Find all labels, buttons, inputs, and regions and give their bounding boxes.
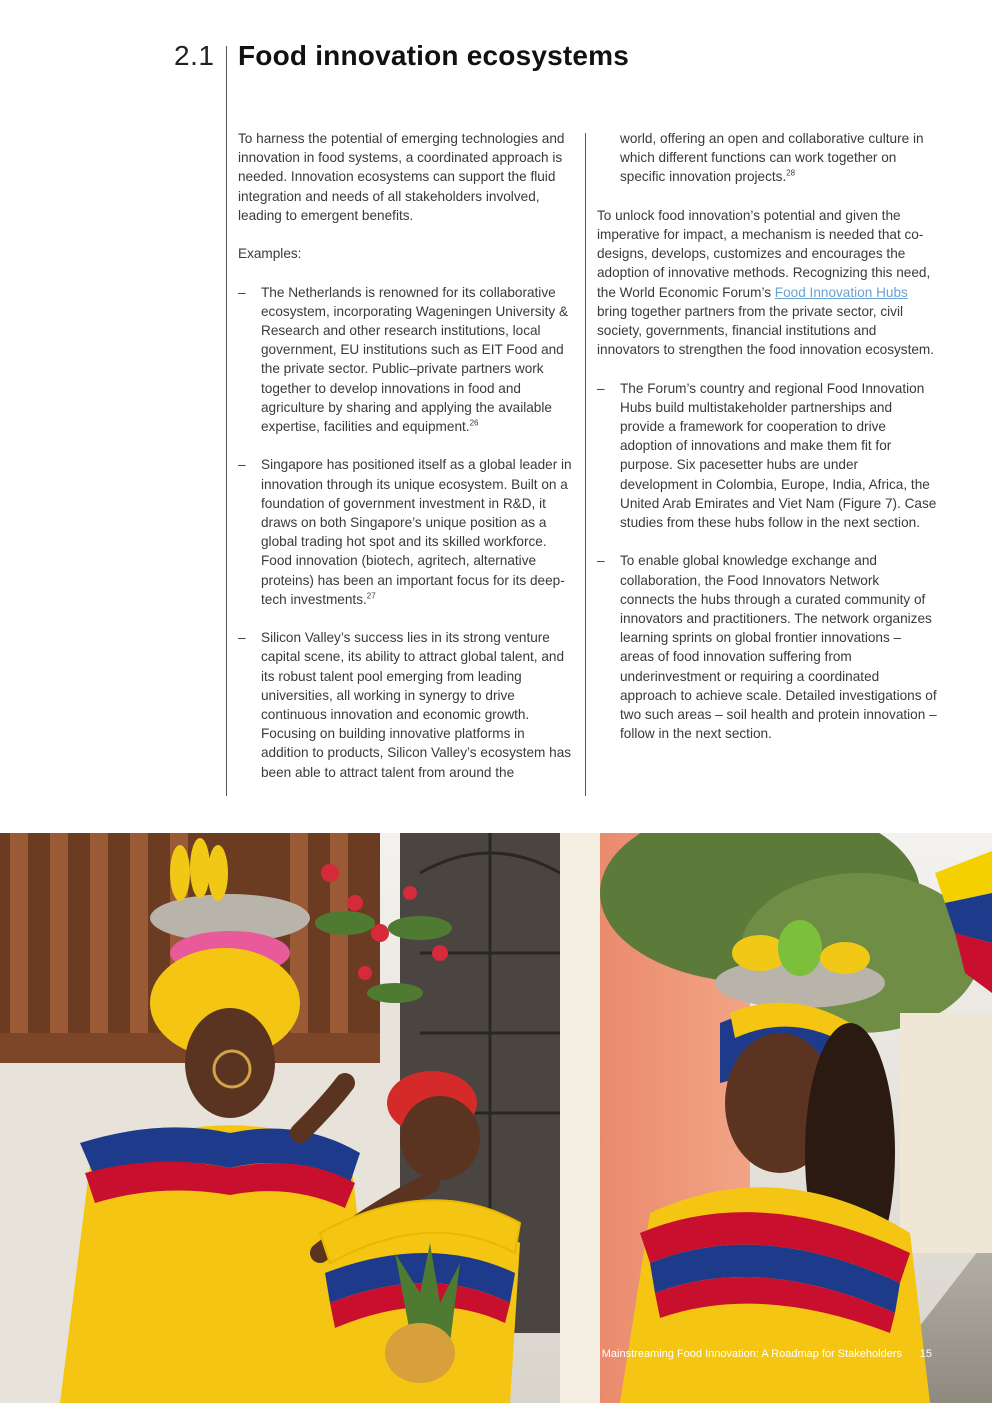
- list-item: [597, 379, 937, 533]
- left-column: [238, 129, 575, 782]
- column-divider: [585, 133, 586, 796]
- right-column: [597, 129, 937, 743]
- bullet-dash: –: [238, 630, 246, 646]
- hubs-text-before: To unlock food innovation’s potential and given the imperative for impact, a mechanism is needed that co-designs, develops, customizes and encourages the adoption of innovative methods. Recognizing this need, the World Economic Forum’s: [597, 207, 931, 300]
- list-item: [597, 551, 937, 743]
- title-divider: [226, 46, 227, 796]
- footnote-ref: 28: [786, 168, 796, 178]
- list-item: [238, 283, 575, 437]
- section-number: 2.1: [174, 40, 215, 71]
- list-item: [238, 455, 575, 609]
- footer-report-title: Mainstreaming Food Innovation: A Roadmap for Stakeholders: [601, 1348, 902, 1360]
- page-number: 15: [919, 1348, 932, 1360]
- list-item-text: To enable global knowledge exchange and collaboration, the Food Innovators Network connects the hubs through a curated community of innovators and practitioners. The network organizes learning sprints on global frontier innovations – areas of food innovation suffering from underinvestment or requiring a coordinated approach to achieve scale. Detailed investigations of two such areas – soil health and protein innovation – follow in the next section.: [620, 553, 937, 742]
- bullet-dash: –: [238, 284, 246, 300]
- hubs-text-after: bring together partners from the private sector, civil society, governments, financial institutions and innovators to strengthen the food innovation ecosystem.: [597, 303, 935, 358]
- list-item: [238, 628, 575, 782]
- photo-illustration: [0, 833, 992, 1403]
- list-item-text: Singapore has positioned itself as a global leader in innovation through its unique ecosystem. Built on a foundation of government investment in R&D, it draws on both Singapore’s unique position as a global trading hot spot and its skilled workforce. Food innovation (biotech, agritech, alternative proteins) has been an important focus for its deep-tech investments.: [261, 457, 572, 607]
- footnote-ref: 27: [366, 591, 376, 601]
- list-item-text: Silicon Valley’s success lies in its strong venture capital scene, its ability to attract global talent, and its robust talent pool emerging from leading universities, all working in synergy to drive continuous innovation and economic growth. Focusing on building innovative platforms in addition to products, Silicon Valley’s ecosystem has been able to attract talent from around the: [261, 630, 572, 780]
- bullet-dash: –: [597, 553, 605, 569]
- intro-paragraph: To harness the potential of emerging technologies and innovation in food systems, a coordinated approach is needed. Innovation ecosystems can support the fluid integration and needs of all stakeholders involved, leading to emergent benefits.: [238, 131, 565, 223]
- food-innovation-hubs-link[interactable]: Food Innovation Hubs: [774, 284, 908, 300]
- street-vendors-photo: [0, 833, 992, 1403]
- list-item-text: The Netherlands is renowned for its collaborative ecosystem, incorporating Wageningen University & Research and other research institutions, local government, EU institutions such as EIT Food and the private sector. Public–private partners work together to develop innovations in food and agriculture by sharing and applying the available expertise, facilities and equipment.: [261, 284, 569, 435]
- footnote-ref: 26: [469, 418, 479, 428]
- hubs-paragraph: [597, 206, 937, 360]
- bullet-dash: –: [238, 457, 246, 473]
- bullet-dash: –: [597, 380, 605, 396]
- continued-paragraph: [597, 129, 937, 187]
- examples-label: Examples:: [238, 246, 302, 262]
- page-title: Food innovation ecosystems: [238, 40, 630, 71]
- list-item-text: The Forum’s country and regional Food Innovation Hubs build multistakeholder partnerships and provide a framework for cooperation to drive adoption of innovations and make them fit for purpose. Six pacesetter hubs are under development in Colombia, Europe, India, Africa, the United Arab Emirates and Viet Nam (Figure 7). Case studies from these hubs follow in the next section.: [620, 380, 937, 531]
- continued-text: world, offering an open and collaborative culture in which different functions can work together on specific innovation projects.: [620, 131, 924, 185]
